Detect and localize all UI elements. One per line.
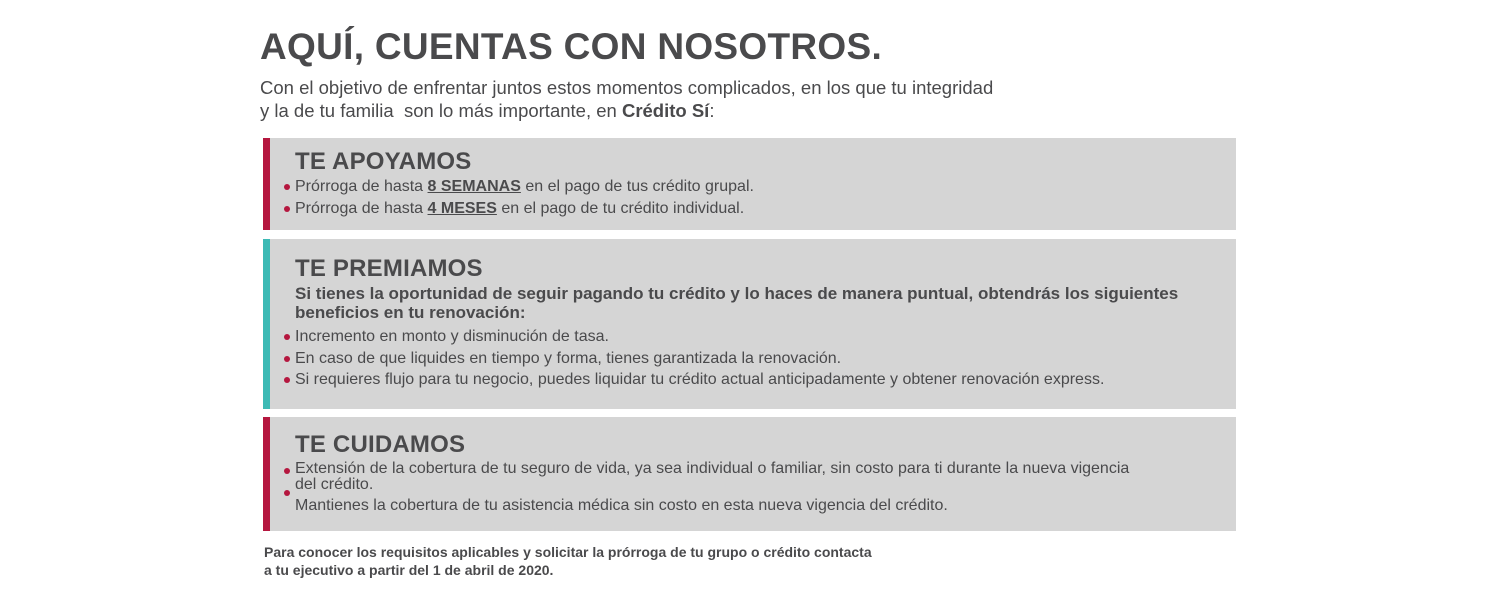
card-title: TE PREMIAMOS (295, 255, 483, 282)
list-item (295, 199, 754, 218)
item-text: en el pago de tus crédito grupal. (520, 178, 754, 195)
item-text: Prórroga de hasta (295, 178, 428, 195)
intro-line-2-text: y la de tu familia son lo más importante, en (260, 100, 622, 121)
card-te-cuidamos (263, 417, 1236, 531)
card-te-premiamos (263, 239, 1236, 409)
page-title: AQUÍ, CUENTAS CON NOSOTROS. (260, 26, 883, 67)
highlight-weeks: 8 SEMANAS (427, 178, 521, 195)
item-text: del crédito. (295, 476, 374, 493)
highlight-months: 4 MESES (427, 200, 497, 217)
intro-line-1: Con el objetivo de enfrentar juntos estos momentos complicados, en los que tu integridad (260, 77, 994, 98)
card-list (295, 177, 754, 218)
card-title: TE CUIDAMOS (295, 431, 466, 458)
card-accent-bar (263, 239, 270, 409)
card-accent-bar (263, 417, 270, 531)
item-text: Prórroga de hasta (295, 200, 428, 217)
brand-name: Crédito Sí (621, 100, 710, 121)
bullet-icon (284, 206, 290, 212)
item-text: Incremento en monto y disminución de tasa. (295, 328, 609, 345)
list-item (295, 177, 754, 196)
intro-paragraph (260, 76, 1140, 122)
bullet-icon (284, 184, 290, 190)
list-item (295, 496, 1129, 515)
list-item (295, 327, 1104, 346)
card-accent-bar (263, 138, 270, 230)
intro-suffix: : (709, 100, 715, 121)
bullet-icon (284, 468, 290, 474)
card-title: TE APOYAMOS (295, 148, 472, 175)
footnote (264, 543, 904, 579)
bullet-icon (284, 334, 290, 340)
item-text: Mantienes la cobertura de tu asistencia médica sin costo en esta nueva vigencia del crédito. (295, 497, 948, 514)
bullet-icon (284, 356, 290, 362)
item-text: Extensión de la cobertura de tu seguro de vida, ya sea individual o familiar, sin costo para ti durante la nueva vigencia (295, 460, 1130, 477)
list-item (295, 461, 1129, 493)
list-item (295, 349, 1104, 368)
footnote-line-1: Para conocer los requisitos aplicables y solicitar la prórroga de tu grupo o crédito contacta (264, 544, 872, 560)
bullet-icon (284, 490, 290, 496)
item-text: En caso de que liquides en tiempo y forma, tienes garantizada la renovación. (295, 350, 842, 367)
footnote-line-2: a tu ejecutivo a partir del 1 de abril de 2020. (264, 562, 554, 578)
bullet-icon (284, 377, 290, 383)
card-list (295, 461, 1129, 515)
card-lead: Si tienes la oportunidad de seguir pagando tu crédito y lo haces de manera puntual, obtendrás los siguientes beneficios en tu renovación: (295, 284, 1179, 322)
intro-line-2 (260, 99, 1140, 122)
card-te-apoyamos (263, 138, 1236, 230)
item-text: Si requieres flujo para tu negocio, puedes liquidar tu crédito actual anticipadamente y obtener renovación express. (295, 371, 1105, 388)
item-text: en el pago de tu crédito individual. (496, 200, 745, 217)
list-item (295, 370, 1104, 389)
card-list (295, 327, 1104, 389)
